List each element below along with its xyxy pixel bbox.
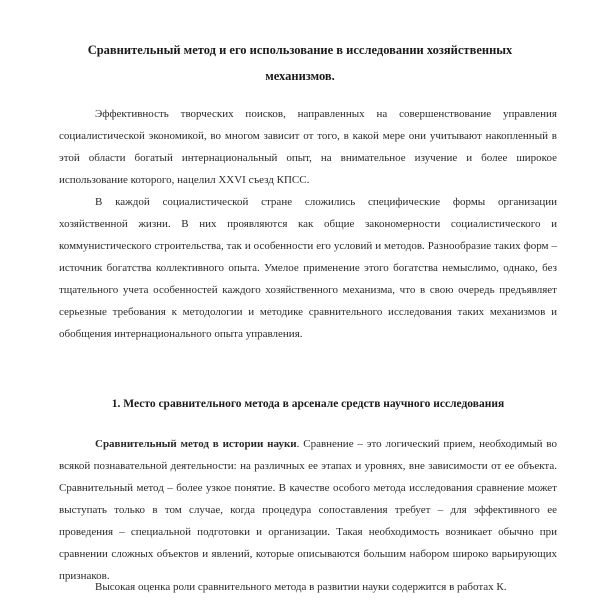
- paragraph-3-text: . Сравнение – это логический прием, необходимый во всякой познавательной деятельности: на различных ее этапах и уровнях, вне зависимости от ее объекта. Сравнительный метод – более узкое понятие. В качестве особого метода исследования сравнение может выступать только в том случае, когда процедура сопоставления требует – для эффективного ее проведения – специальной подготовки и организации. Такая необходимость возникает обычно при сравнении сложных объектов и явлений, которые описываются большим набором широко варьирующих признаков.: [59, 438, 558, 582]
- paragraph-4: Высокая оценка роли сравнительного метода в развитии науки содержится в работах К.: [95, 581, 507, 593]
- section-heading: 1. Место сравнительного метода в арсенале средств научного исследования: [111, 398, 505, 410]
- paragraph-3: [59, 433, 557, 587]
- paragraph-2: В каждой социалистической стране сложились специфические формы организации хозяйственной жизни. В них проявляются как общие закономерности социалистического и коммунистического строительства, так и особенности его условий и методов. Разнообразие таких форм – источник богатства коллективного опыта. Умелое применение этого богатства немыслимо, однако, без тщательного учета особенностей каждого хозяйственного механизма, что в свою очередь предъявляет серьезные требования к методологии и методике сравнительного исследования таких механизмов и обобщения интернационального опыта управления.: [59, 196, 557, 340]
- document-title: [40, 37, 560, 89]
- title-line-2: механизмов.: [265, 69, 335, 83]
- paragraph-1: Эффективность творческих поисков, направленных на совершенствование управления социалистической экономикой, во многом зависит от того, в какой мере они учитывают накопленный в этой области богатый интернациональный опыт, на внимательное изучение и более широкое использование которого, нацелил XXVI съезд КПСС.: [59, 108, 557, 186]
- paragraph-3-bold-lead: Сравнительный метод в истории науки: [95, 438, 297, 450]
- title-line-1: Сравнительный метод и его использование в исследовании хозяйственных: [87, 43, 513, 57]
